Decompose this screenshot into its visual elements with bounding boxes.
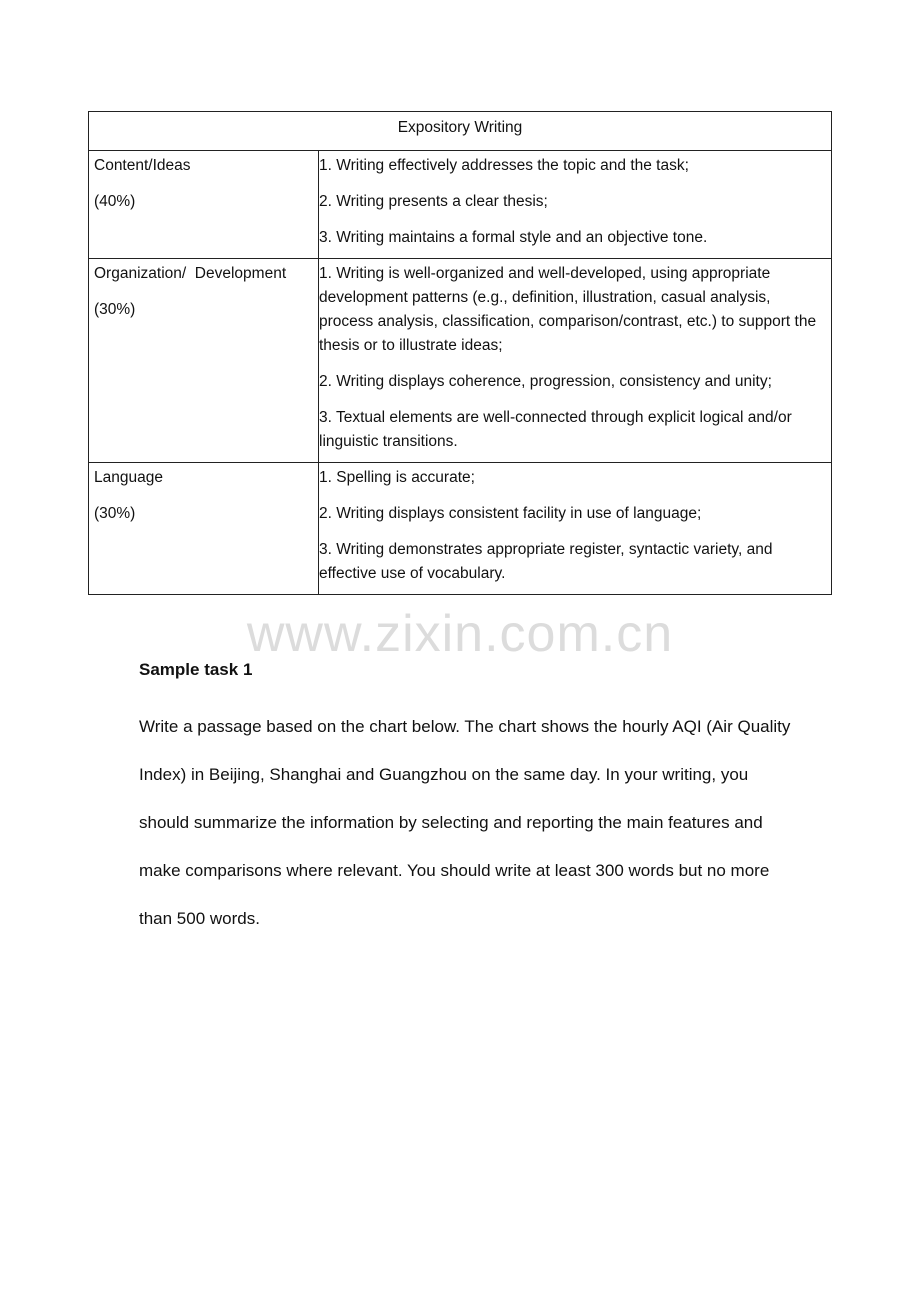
descriptor-item: 3. Writing demonstrates appropriate register, syntactic variety, and effective use of vocabulary. (319, 541, 773, 582)
descriptor-item: 1. Writing effectively addresses the topic and the task; (319, 157, 689, 174)
descriptor-cell (319, 151, 832, 259)
criterion-name: Content/Ideas (94, 157, 191, 174)
descriptor-item: 1. Spelling is accurate; (319, 469, 475, 486)
criterion-cell (89, 463, 319, 595)
criterion-name: Language (94, 469, 163, 486)
rubric-row-organization (89, 259, 832, 463)
criterion-weight: (30%) (94, 301, 136, 318)
criterion-cell (89, 259, 319, 463)
rubric-table (88, 111, 832, 595)
task-body: Write a passage based on the chart below. The chart shows the hourly AQI (Air Quality Index) in Beijing, Shanghai and Guangzhou on the same day. In your writing, you should summarize the information by selecting and reporting the main features and make comparisons where relevant. You should write at least 300 words but no more than 500 words. (139, 717, 791, 928)
criterion-cell (89, 151, 319, 259)
descriptor-item: 3. Writing maintains a formal style and an objective tone. (319, 229, 708, 246)
descriptor-item: 1. Writing is well-organized and well-developed, using appropriate development patterns (e.g., definition, illustration, casual analysis, process analysis, classification, comparison/contrast, etc.) to support the thesis or to illustrate ideas; (319, 265, 817, 354)
descriptor-item: 3. Textual elements are well-connected through explicit logical and/or linguistic transitions. (319, 409, 792, 450)
rubric-title: Expository Writing (89, 112, 832, 151)
descriptor-item: 2. Writing displays consistent facility in use of language; (319, 505, 702, 522)
rubric-row-content (89, 151, 832, 259)
criterion-weight: (30%) (94, 505, 136, 522)
criterion-name: Organization/ Development (94, 265, 287, 282)
descriptor-item: 2. Writing displays coherence, progression, consistency and unity; (319, 373, 772, 390)
descriptor-cell (319, 259, 832, 463)
sample-task (139, 655, 799, 943)
watermark: www.zixin.com.cn (246, 605, 674, 663)
rubric-row-language (89, 463, 832, 595)
criterion-weight: (40%) (94, 193, 136, 210)
rubric-title-row (89, 112, 832, 151)
task-heading: Sample task 1 (139, 660, 253, 679)
descriptor-item: 2. Writing presents a clear thesis; (319, 193, 548, 210)
descriptor-cell (319, 463, 832, 595)
